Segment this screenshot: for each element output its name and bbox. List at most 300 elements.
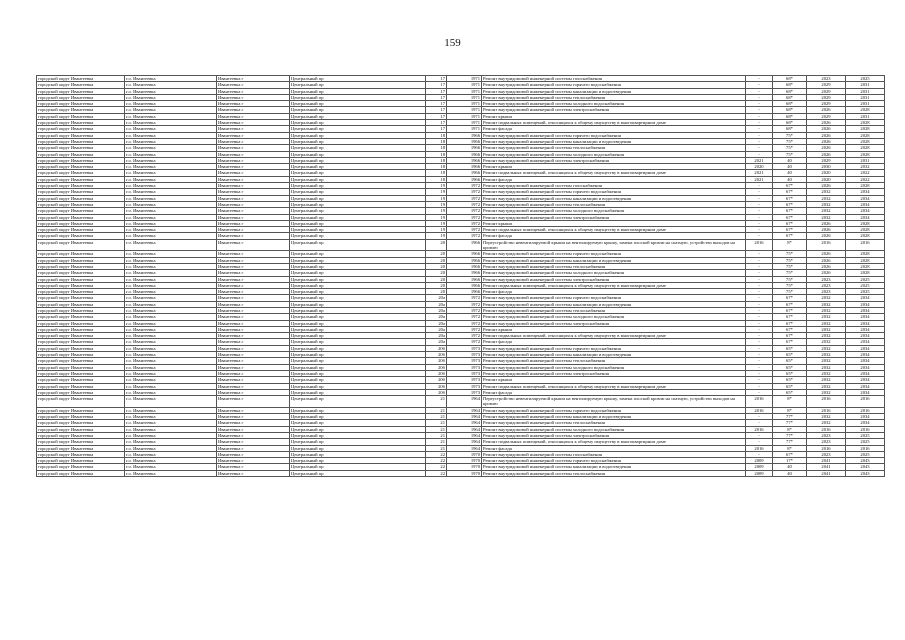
cell-from: 2026: [807, 227, 846, 233]
cell-municipality: г.о. Ивантеевка: [125, 233, 217, 239]
cell-from: 2032: [807, 314, 846, 320]
cell-house: 18: [426, 176, 447, 182]
cell-to: 2034: [846, 201, 885, 207]
cell-municipality: г.о. Ивантеевка: [125, 295, 217, 301]
cell-year: 1973: [447, 383, 482, 389]
cell-to: 2025: [846, 432, 885, 438]
cell-district: городской округ Ивантеевка: [37, 314, 125, 320]
cell-work: Ремонт внутридомовой инженерной системы газоснабжения: [482, 76, 746, 82]
cell-year: 1972: [447, 320, 482, 326]
cell-start: -: [746, 339, 773, 345]
cell-locality: Ивантеевка г: [217, 214, 290, 220]
cell-locality: Ивантеевка г: [217, 233, 290, 239]
cell-locality: Ивантеевка г: [217, 445, 290, 451]
cell-to: 2028: [846, 183, 885, 189]
cell-district: городской округ Ивантеевка: [37, 132, 125, 138]
cell-work: Переустройство невентилируемой крыши на вентилируемую крышу, замена плоской кровли на скатную, устройство выходов на кровлю: [482, 239, 746, 251]
cell-from: 2032: [807, 201, 846, 207]
cell-house: 19: [426, 227, 447, 233]
cell-street: Центральный пр: [290, 208, 426, 214]
cell-municipality: г.о. Ивантеевка: [125, 389, 217, 395]
cell-to: 2034: [846, 301, 885, 307]
cell-district: городской округ Ивантеевка: [37, 82, 125, 88]
cell-street: Центральный пр: [290, 396, 426, 408]
cell-district: городской округ Ивантеевка: [37, 370, 125, 376]
cell-work: Ремонт крыши: [482, 113, 746, 119]
cell-district: городской округ Ивантеевка: [37, 420, 125, 426]
cell-house: 18: [426, 138, 447, 144]
cell-to: 2034: [846, 364, 885, 370]
cell-wear: 68*: [773, 113, 807, 119]
cell-district: городской округ Ивантеевка: [37, 358, 125, 364]
cell-street: Центральный пр: [290, 195, 426, 201]
cell-start: -: [746, 420, 773, 426]
cell-work: Ремонт внутридомовой инженерной системы теплоснабжения: [482, 145, 746, 151]
cell-street: Центральный пр: [290, 458, 426, 464]
cell-work: Ремонт фасада: [482, 445, 746, 451]
cell-to: 2028: [846, 120, 885, 126]
cell-start: -: [746, 345, 773, 351]
cell-wear: 65*: [773, 383, 807, 389]
cell-house: 20: [426, 276, 447, 282]
cell-wear: 40: [773, 157, 807, 163]
cell-district: городской округ Ивантеевка: [37, 407, 125, 413]
cell-to: 2025: [846, 276, 885, 282]
cell-street: Центральный пр: [290, 263, 426, 269]
cell-municipality: г.о. Ивантеевка: [125, 157, 217, 163]
cell-year: 1971: [447, 107, 482, 113]
cell-start: -: [746, 233, 773, 239]
cell-to: 2016: [846, 239, 885, 251]
cell-locality: Ивантеевка г: [217, 414, 290, 420]
cell-district: городской округ Ивантеевка: [37, 270, 125, 276]
cell-locality: Ивантеевка г: [217, 220, 290, 226]
cell-start: -: [746, 220, 773, 226]
capital-repair-table: [36, 75, 885, 477]
cell-wear: 8*: [773, 407, 807, 413]
cell-house: 22: [426, 464, 447, 470]
cell-district: городской округ Ивантеевка: [37, 301, 125, 307]
cell-start: -: [746, 282, 773, 288]
cell-municipality: г.о. Ивантеевка: [125, 132, 217, 138]
cell-house: 19: [426, 195, 447, 201]
cell-district: городской округ Ивантеевка: [37, 195, 125, 201]
cell-work: Ремонт внутридомовой инженерной системы канализации и водоотведения: [482, 195, 746, 201]
cell-municipality: г.о. Ивантеевка: [125, 377, 217, 383]
cell-start: -: [746, 364, 773, 370]
cell-to: 2031: [846, 157, 885, 163]
cell-wear: 65*: [773, 345, 807, 351]
cell-work: Ремонт внутридомовой инженерной системы электроснабжения: [482, 214, 746, 220]
cell-year: 1970: [447, 470, 482, 476]
cell-house: 19: [426, 220, 447, 226]
cell-street: Центральный пр: [290, 107, 426, 113]
cell-work: Ремонт внутридомовой инженерной системы канализации и водоотведения: [482, 301, 746, 307]
cell-wear: 67*: [773, 320, 807, 326]
cell-wear: 68*: [773, 94, 807, 100]
cell-work: Ремонт внутридомовой инженерной системы горячего водоснабжения: [482, 251, 746, 257]
cell-to: 2032: [846, 164, 885, 170]
cell-street: Центральный пр: [290, 126, 426, 132]
cell-house: 18: [426, 151, 447, 157]
cell-wear: 65*: [773, 364, 807, 370]
cell-start: -: [746, 383, 773, 389]
cell-wear: 75*: [773, 270, 807, 276]
cell-year: 1972: [447, 301, 482, 307]
cell-municipality: г.о. Ивантеевка: [125, 263, 217, 269]
cell-to: 2034: [846, 377, 885, 383]
cell-to: 2028: [846, 233, 885, 239]
cell-to: 2025: [846, 76, 885, 82]
cell-to: 2025: [846, 289, 885, 295]
cell-district: городской округ Ивантеевка: [37, 120, 125, 126]
cell-wear: 67*: [773, 220, 807, 226]
cell-locality: Ивантеевка г: [217, 320, 290, 326]
cell-house: 20: [426, 282, 447, 288]
cell-year: 1966: [447, 132, 482, 138]
cell-wear: 67*: [773, 301, 807, 307]
cell-year: 1964: [447, 407, 482, 413]
cell-house: 20б: [426, 358, 447, 364]
cell-district: городской округ Ивантеевка: [37, 282, 125, 288]
cell-district: городской округ Ивантеевка: [37, 145, 125, 151]
cell-start: 2009: [746, 458, 773, 464]
cell-work: Ремонт внутридомовой инженерной системы канализации и водоотведения: [482, 414, 746, 420]
cell-start: -: [746, 94, 773, 100]
cell-wear: 75*: [773, 282, 807, 288]
cell-to: 2034: [846, 414, 885, 420]
cell-street: Центральный пр: [290, 301, 426, 307]
cell-from: 2032: [807, 333, 846, 339]
cell-house: 21: [426, 426, 447, 432]
cell-to: 2028: [846, 145, 885, 151]
cell-work: Ремонт внутридомовой инженерной системы теплоснабжения: [482, 94, 746, 100]
cell-year: 1972: [447, 201, 482, 207]
cell-year: 1972: [447, 214, 482, 220]
cell-municipality: г.о. Ивантеевка: [125, 239, 217, 251]
cell-district: городской округ Ивантеевка: [37, 220, 125, 226]
cell-from: 2032: [807, 389, 846, 395]
cell-year: 1971: [447, 126, 482, 132]
cell-municipality: г.о. Ивантеевка: [125, 208, 217, 214]
cell-street: Центральный пр: [290, 289, 426, 295]
cell-start: 2009: [746, 464, 773, 470]
cell-locality: Ивантеевка г: [217, 195, 290, 201]
cell-street: Центральный пр: [290, 94, 426, 100]
cell-year: 1966: [447, 276, 482, 282]
cell-work: Ремонт фасада: [482, 176, 746, 182]
cell-to: 2031: [846, 88, 885, 94]
cell-year: 1973: [447, 345, 482, 351]
cell-from: 2029: [807, 113, 846, 119]
cell-start: -: [746, 377, 773, 383]
cell-locality: Ивантеевка г: [217, 239, 290, 251]
cell-to: 2034: [846, 333, 885, 339]
cell-start: -: [746, 208, 773, 214]
cell-start: -: [746, 301, 773, 307]
cell-work: Ремонт внутридомовой инженерной системы теплоснабжения: [482, 470, 746, 476]
cell-street: Центральный пр: [290, 345, 426, 351]
cell-year: 1966: [447, 239, 482, 251]
cell-year: 1973: [447, 352, 482, 358]
cell-district: городской округ Ивантеевка: [37, 439, 125, 445]
cell-municipality: г.о. Ивантеевка: [125, 426, 217, 432]
cell-locality: Ивантеевка г: [217, 326, 290, 332]
cell-street: Центральный пр: [290, 352, 426, 358]
cell-from: 2026: [807, 107, 846, 113]
cell-start: 2016: [746, 426, 773, 432]
cell-municipality: г.о. Ивантеевка: [125, 201, 217, 207]
cell-street: Центральный пр: [290, 189, 426, 195]
cell-locality: Ивантеевка г: [217, 76, 290, 82]
cell-wear: 67*: [773, 314, 807, 320]
cell-locality: Ивантеевка г: [217, 420, 290, 426]
cell-district: городской округ Ивантеевка: [37, 263, 125, 269]
cell-year: 1973: [447, 389, 482, 395]
cell-district: городской округ Ивантеевка: [37, 383, 125, 389]
cell-year: 1973: [447, 370, 482, 376]
document-table-container: [36, 75, 884, 477]
cell-start: -: [746, 214, 773, 220]
table-row: [37, 239, 885, 251]
cell-municipality: г.о. Ивантеевка: [125, 326, 217, 332]
cell-house: 19: [426, 189, 447, 195]
cell-start: -: [746, 307, 773, 313]
cell-house: 20б: [426, 345, 447, 351]
cell-wear: 8*: [773, 445, 807, 451]
cell-street: Центральный пр: [290, 320, 426, 326]
cell-wear: 8*: [773, 426, 807, 432]
cell-start: -: [746, 138, 773, 144]
cell-district: городской округ Ивантеевка: [37, 451, 125, 457]
cell-district: городской округ Ивантеевка: [37, 183, 125, 189]
cell-street: Центральный пр: [290, 88, 426, 94]
cell-start: 2020: [746, 164, 773, 170]
cell-wear: 67*: [773, 233, 807, 239]
cell-work: Ремонт фасада: [482, 233, 746, 239]
cell-district: городской округ Ивантеевка: [37, 295, 125, 301]
cell-house: 21: [426, 445, 447, 451]
cell-street: Центральный пр: [290, 314, 426, 320]
cell-municipality: г.о. Ивантеевка: [125, 189, 217, 195]
cell-year: 1964: [447, 439, 482, 445]
cell-street: Центральный пр: [290, 120, 426, 126]
cell-district: городской округ Ивантеевка: [37, 326, 125, 332]
cell-street: Центральный пр: [290, 151, 426, 157]
cell-street: Центральный пр: [290, 282, 426, 288]
cell-work: Ремонт внутридомовой инженерной системы электроснабжения: [482, 432, 746, 438]
cell-start: -: [746, 314, 773, 320]
cell-locality: Ивантеевка г: [217, 333, 290, 339]
cell-year: 1964: [447, 414, 482, 420]
cell-start: 2016: [746, 445, 773, 451]
cell-year: 1971: [447, 120, 482, 126]
cell-district: городской округ Ивантеевка: [37, 151, 125, 157]
cell-work: Ремонт внутридомовой инженерной системы горячего водоснабжения: [482, 82, 746, 88]
cell-municipality: г.о. Ивантеевка: [125, 270, 217, 276]
cell-wear: 68*: [773, 88, 807, 94]
cell-from: 2026: [807, 257, 846, 263]
cell-district: городской округ Ивантеевка: [37, 257, 125, 263]
cell-wear: 40: [773, 464, 807, 470]
cell-municipality: г.о. Ивантеевка: [125, 458, 217, 464]
cell-house: 20а: [426, 314, 447, 320]
cell-wear: 68*: [773, 126, 807, 132]
cell-to: 2031: [846, 82, 885, 88]
cell-from: 2041: [807, 458, 846, 464]
cell-from: 2026: [807, 120, 846, 126]
cell-street: Центральный пр: [290, 364, 426, 370]
cell-house: 21: [426, 396, 447, 408]
cell-street: Центральный пр: [290, 76, 426, 82]
cell-from: 2026: [807, 126, 846, 132]
cell-to: 2028: [846, 270, 885, 276]
cell-municipality: г.о. Ивантеевка: [125, 107, 217, 113]
cell-year: 1972: [447, 189, 482, 195]
cell-district: городской округ Ивантеевка: [37, 445, 125, 451]
cell-from: 2032: [807, 420, 846, 426]
cell-locality: Ивантеевка г: [217, 251, 290, 257]
cell-house: 17: [426, 76, 447, 82]
cell-street: Центральный пр: [290, 420, 426, 426]
cell-year: 1966: [447, 282, 482, 288]
cell-locality: Ивантеевка г: [217, 164, 290, 170]
cell-wear: 67*: [773, 307, 807, 313]
cell-district: городской округ Ивантеевка: [37, 333, 125, 339]
cell-to: 2043: [846, 464, 885, 470]
cell-street: Центральный пр: [290, 251, 426, 257]
cell-street: Центральный пр: [290, 432, 426, 438]
cell-house: 19: [426, 233, 447, 239]
cell-start: -: [746, 189, 773, 195]
cell-house: 17: [426, 82, 447, 88]
cell-to: 2034: [846, 420, 885, 426]
cell-from: 2029: [807, 94, 846, 100]
cell-wear: 67*: [773, 451, 807, 457]
cell-street: Центральный пр: [290, 407, 426, 413]
cell-municipality: г.о. Ивантеевка: [125, 301, 217, 307]
cell-street: Центральный пр: [290, 426, 426, 432]
cell-to: 2016: [846, 445, 885, 451]
cell-from: 2023: [807, 276, 846, 282]
cell-year: 1971: [447, 94, 482, 100]
cell-house: 19: [426, 183, 447, 189]
cell-wear: 68*: [773, 107, 807, 113]
cell-municipality: г.о. Ивантеевка: [125, 383, 217, 389]
cell-house: 20б: [426, 352, 447, 358]
cell-wear: 75*: [773, 257, 807, 263]
cell-district: городской округ Ивантеевка: [37, 170, 125, 176]
cell-wear: 40: [773, 170, 807, 176]
cell-street: Центральный пр: [290, 170, 426, 176]
cell-work: Ремонт подвальных помещений, относящихся к общему имуществу в многоквартирном доме: [482, 170, 746, 176]
cell-municipality: г.о. Ивантеевка: [125, 138, 217, 144]
cell-year: 1966: [447, 138, 482, 144]
cell-wear: 67*: [773, 295, 807, 301]
cell-locality: Ивантеевка г: [217, 132, 290, 138]
cell-from: 2026: [807, 263, 846, 269]
page-number: 159: [444, 37, 461, 49]
cell-street: Центральный пр: [290, 383, 426, 389]
cell-house: 17: [426, 113, 447, 119]
cell-locality: Ивантеевка г: [217, 183, 290, 189]
cell-district: городской округ Ивантеевка: [37, 94, 125, 100]
cell-from: 2032: [807, 352, 846, 358]
cell-to: 2016: [846, 426, 885, 432]
cell-locality: Ивантеевка г: [217, 364, 290, 370]
cell-year: 1973: [447, 364, 482, 370]
cell-municipality: г.о. Ивантеевка: [125, 227, 217, 233]
cell-district: городской округ Ивантеевка: [37, 138, 125, 144]
cell-municipality: г.о. Ивантеевка: [125, 145, 217, 151]
cell-municipality: г.о. Ивантеевка: [125, 76, 217, 82]
cell-locality: Ивантеевка г: [217, 94, 290, 100]
cell-to: 2034: [846, 208, 885, 214]
cell-year: 1966: [447, 251, 482, 257]
cell-work: Ремонт крыши: [482, 326, 746, 332]
cell-street: Центральный пр: [290, 389, 426, 395]
cell-municipality: г.о. Ивантеевка: [125, 164, 217, 170]
cell-work: Ремонт внутридомовой инженерной системы горячего водоснабжения: [482, 295, 746, 301]
cell-wear: 77*: [773, 432, 807, 438]
cell-municipality: г.о. Ивантеевка: [125, 333, 217, 339]
cell-street: Центральный пр: [290, 414, 426, 420]
cell-wear: 65*: [773, 358, 807, 364]
cell-from: 2030: [807, 164, 846, 170]
cell-street: Центральный пр: [290, 233, 426, 239]
cell-to: 2034: [846, 370, 885, 376]
cell-start: -: [746, 389, 773, 395]
cell-district: городской округ Ивантеевка: [37, 289, 125, 295]
cell-year: 1966: [447, 176, 482, 182]
cell-work: Ремонт фасада: [482, 289, 746, 295]
cell-start: -: [746, 88, 773, 94]
cell-start: 2021: [746, 170, 773, 176]
cell-municipality: г.о. Ивантеевка: [125, 345, 217, 351]
cell-work: Ремонт внутридомовой инженерной системы канализации и водоотведения: [482, 464, 746, 470]
cell-from: 2026: [807, 145, 846, 151]
cell-locality: Ивантеевка г: [217, 464, 290, 470]
cell-wear: 65*: [773, 352, 807, 358]
cell-municipality: г.о. Ивантеевка: [125, 358, 217, 364]
cell-house: 21: [426, 420, 447, 426]
cell-year: 1966: [447, 263, 482, 269]
cell-district: городской округ Ивантеевка: [37, 164, 125, 170]
cell-district: городской округ Ивантеевка: [37, 458, 125, 464]
cell-municipality: г.о. Ивантеевка: [125, 126, 217, 132]
cell-house: 17: [426, 94, 447, 100]
cell-year: 1966: [447, 170, 482, 176]
cell-start: 2021: [746, 176, 773, 182]
cell-district: городской округ Ивантеевка: [37, 426, 125, 432]
cell-house: 20а: [426, 333, 447, 339]
cell-start: -: [746, 101, 773, 107]
cell-wear: 75*: [773, 138, 807, 144]
cell-to: 2034: [846, 314, 885, 320]
cell-to: 2028: [846, 251, 885, 257]
cell-district: городской округ Ивантеевка: [37, 470, 125, 476]
cell-start: -: [746, 352, 773, 358]
cell-from: 2041: [807, 464, 846, 470]
cell-to: 2016: [846, 396, 885, 408]
cell-municipality: г.о. Ивантеевка: [125, 176, 217, 182]
cell-wear: 75*: [773, 251, 807, 257]
cell-district: городской округ Ивантеевка: [37, 101, 125, 107]
cell-work: Ремонт внутридомовой инженерной системы горячего водоснабжения: [482, 132, 746, 138]
cell-municipality: г.о. Ивантеевка: [125, 289, 217, 295]
cell-year: 1964: [447, 445, 482, 451]
cell-locality: Ивантеевка г: [217, 389, 290, 395]
